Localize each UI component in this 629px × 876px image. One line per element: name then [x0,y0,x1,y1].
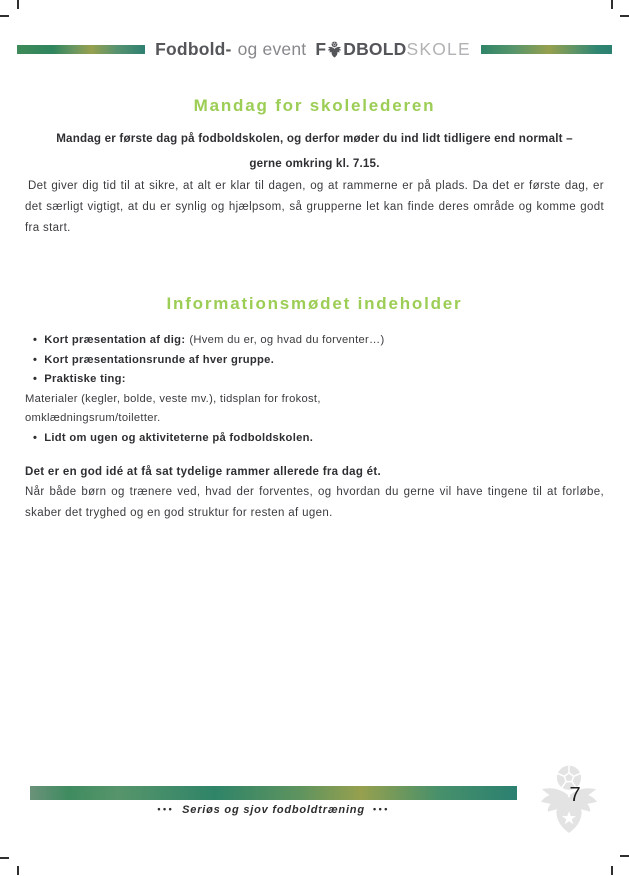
crop-mark-bottom-left-vertical [17,866,19,875]
crop-mark-top-right-horizontal [620,15,629,17]
soccer-ball-emblem-icon [326,41,343,58]
bullet-icon: • [33,353,38,366]
section-title-informationsmoedet: Informationsmødet indeholder [166,294,463,313]
monday-intro-bold: Mandag er første dag på fodboldskolen, og derfor møder du ind lidt tidligere end normalt – gerne omkring kl. 7.15. [56,132,573,170]
page-header [17,39,612,59]
brand-og-event-text: og event [237,38,307,59]
crop-mark-bottom-right-vertical [611,866,613,875]
crop-mark-top-left-horizontal [0,15,9,17]
list-item-bold-text: Kort præsentation af dig: [44,334,186,346]
crop-mark-top-left-vertical [17,0,19,9]
crop-mark-bottom-right-horizontal [620,855,629,857]
crop-mark-bottom-left-horizontal [0,857,9,859]
brand-skole-text: SKOLE [406,38,471,59]
list-item-bold-text: Lidt om ugen og aktiviteterne på fodboldskolen. [44,431,314,444]
page-number: 7 [569,784,581,806]
list-item-bold-text: Kort præsentationsrunde af hver gruppe. [44,353,275,366]
list-item [25,429,604,449]
list-sub-line: Materialer (kegler, bolde, veste mv.), tidsplan for frokost, [25,392,321,405]
header-gradient-bar-right [481,45,612,54]
list-item [25,331,604,351]
list-item [25,351,604,371]
bullet-icon: • [33,373,38,385]
footer-tagline-text: Seriøs og sjov fodboldtræning [182,804,365,816]
monday-paragraph: Det giver dig tid til at sikre, at alt er klar til dagen, og at rammerne er på plads. Da det er første dag, er det særligt vigtigt, at du er synlig og hjælpsom, så grupperne let kan finde deres område og komme godt fra start. [25,180,604,234]
closing-paragraph: Når både børn og trænere ved, hvad der forventes, og hvordan du gerne vil have tingene til at forløbe, skaber det tryghed og en god struktur for resten af ugen. [25,486,604,519]
meeting-bullet-list [25,331,604,448]
brand-f-letter: F [315,38,327,59]
footer-gradient-bar [30,786,517,800]
brand-logo [145,39,481,60]
dots-icon: ••• [372,804,390,814]
brand-fodbold-text: Fodbold- [155,38,232,59]
bullet-icon: • [33,431,38,444]
list-item-regular-text: (Hvem du er, og hvad du forventer…) [189,334,385,346]
dots-icon: ••• [157,804,175,814]
closing-section [25,462,604,523]
list-item-bold-text: Praktiske ting: [44,373,126,385]
section-title-mandag: Mandag for skolelederen [193,96,436,115]
footer-tagline [30,804,517,816]
list-sub-line: omklædningsrum/toiletter. [25,412,161,424]
brand-dbold-text: DBOLD [343,38,407,59]
list-item [25,370,604,390]
crop-mark-top-right-vertical [611,0,613,9]
closing-lead-bold: Det er en god idé at få sat tydelige rammer allerede fra dag ét. [25,466,382,478]
bullet-icon: • [33,334,38,346]
header-gradient-bar-left [17,45,145,54]
